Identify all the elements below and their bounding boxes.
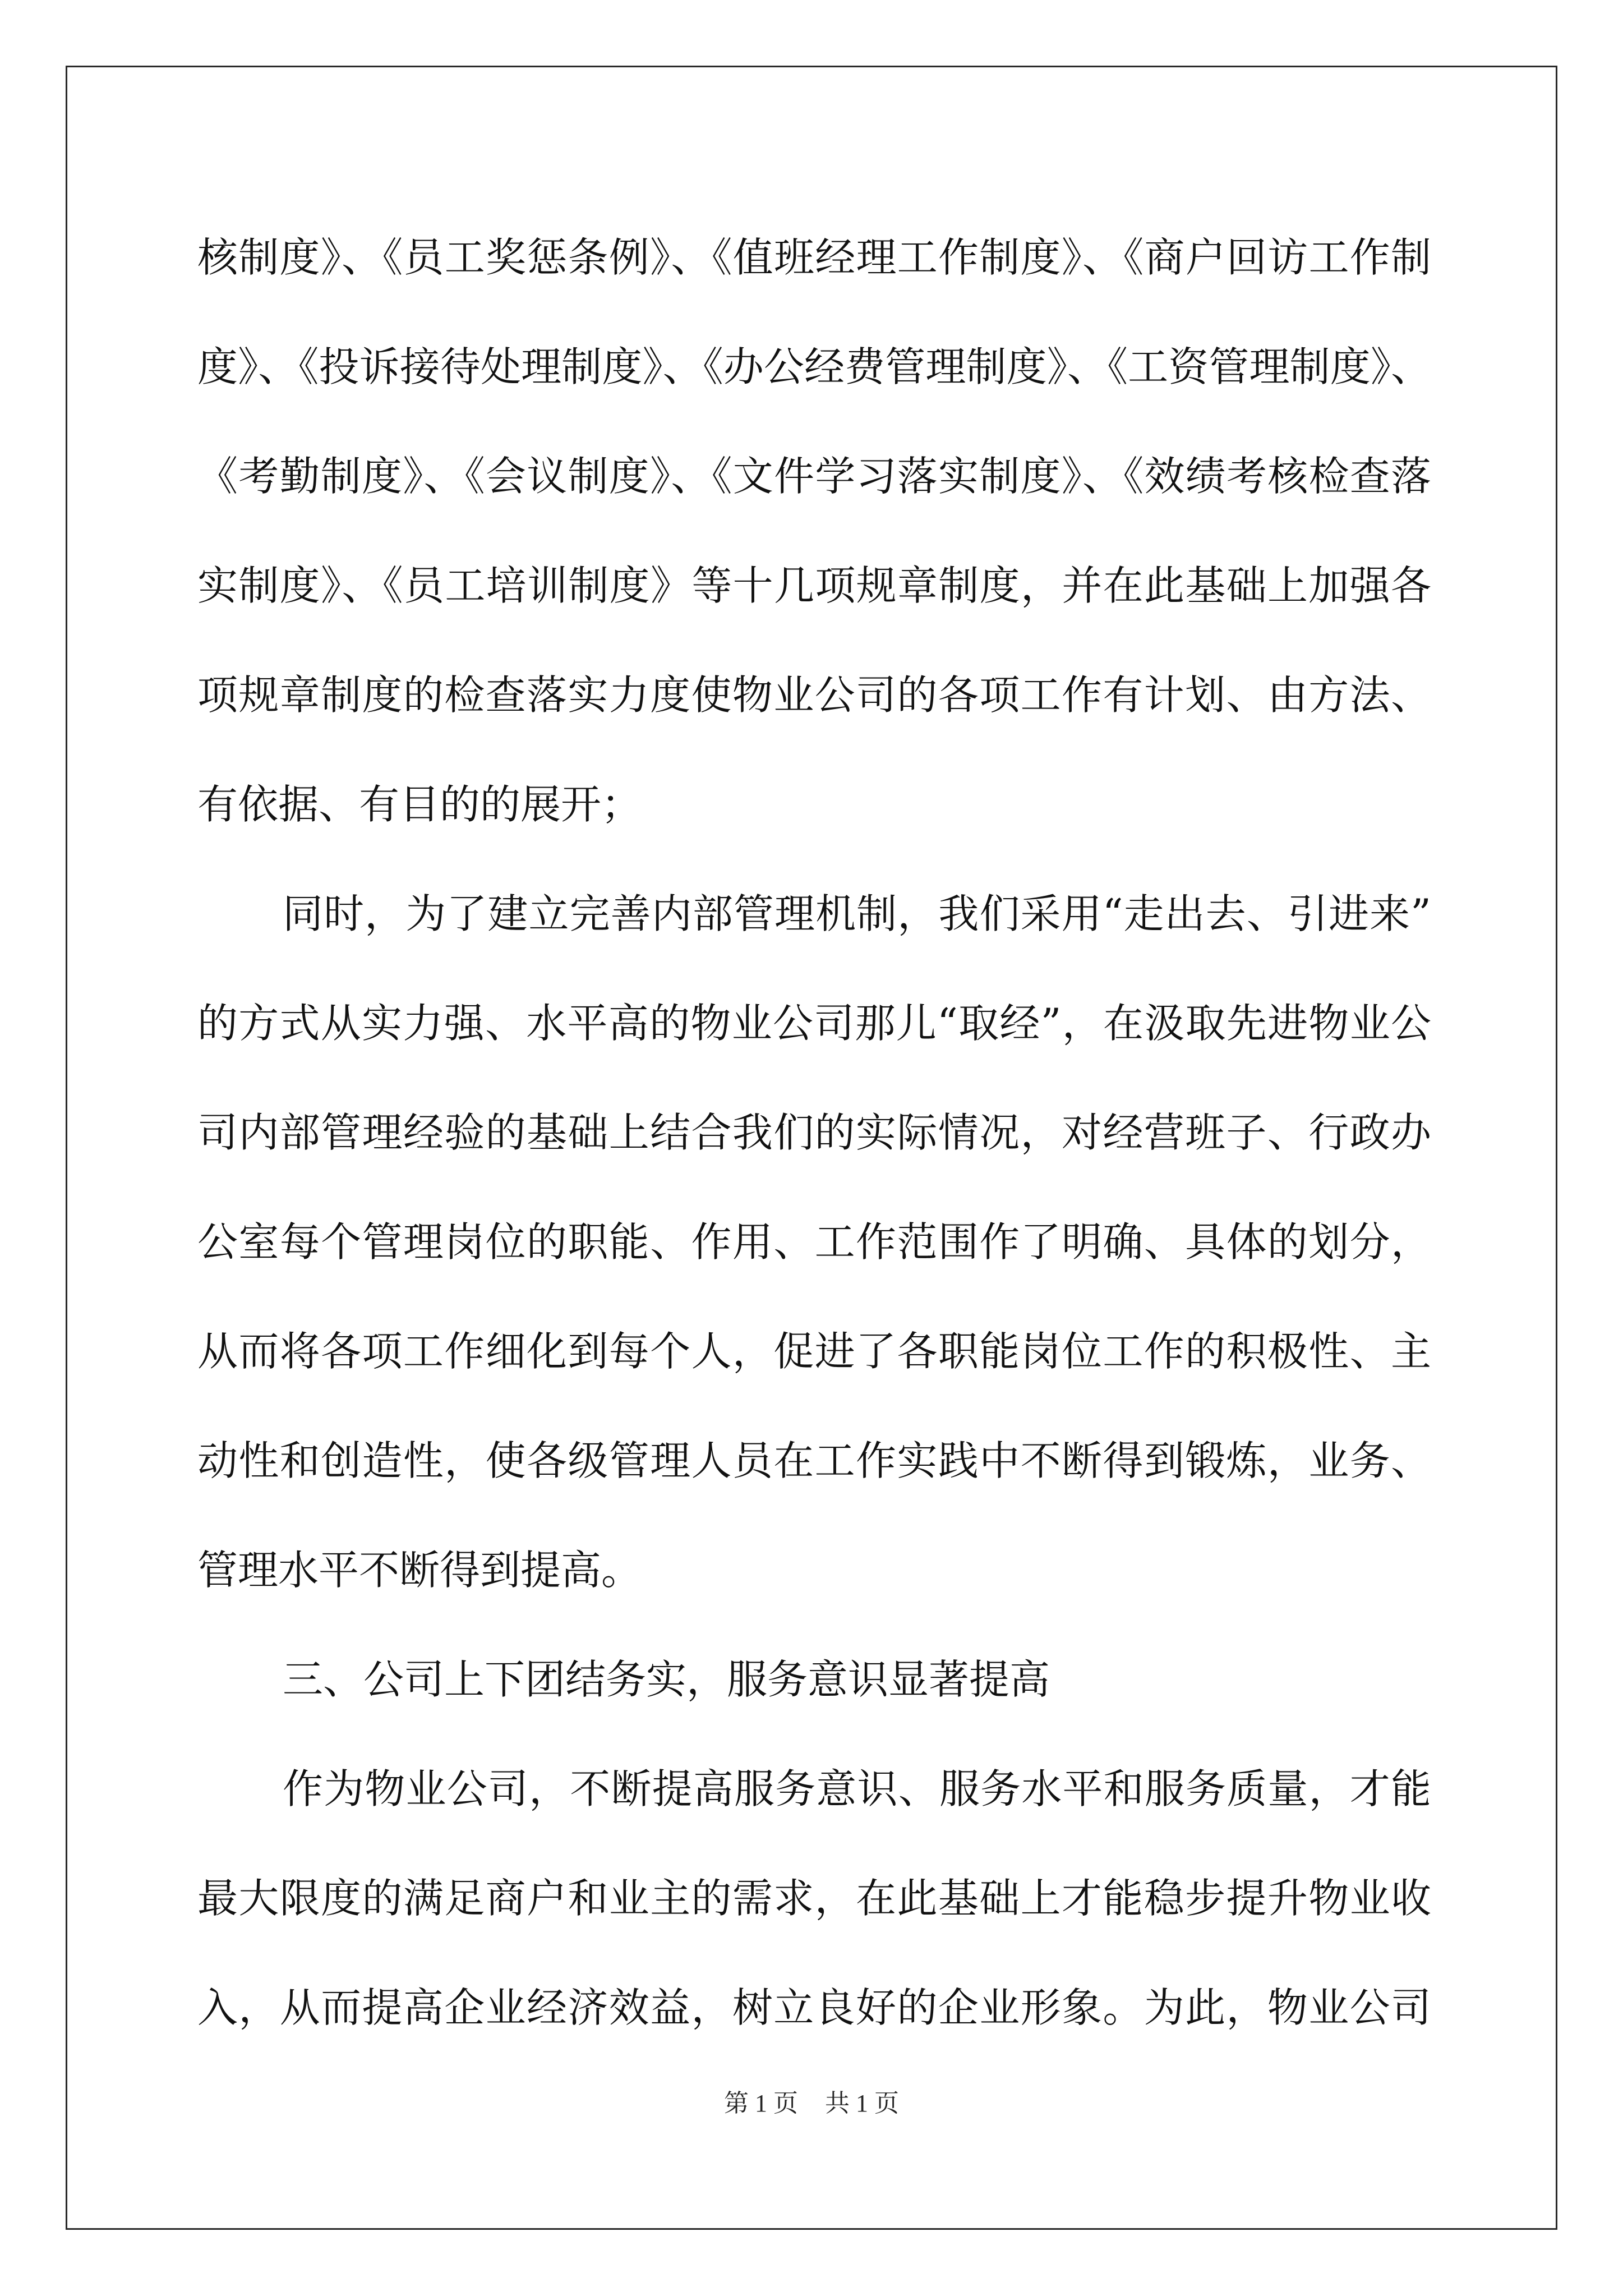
paragraph (197, 1734, 1431, 2063)
text-line: 项规章制度的检查落实力度使物业公司的各项工作有计划、由方法、 (197, 671, 1431, 719)
paragraph (197, 859, 1431, 1625)
text-line: 最大限度的满足商户和业主的需求，在此基础上才能稳步提升物业收 (197, 1875, 1431, 1922)
text-line: 核制度》、《员工奖惩条例》、《值班经理工作制度》、《商户回访工作制 (197, 234, 1431, 281)
page-footer (0, 2087, 1623, 2120)
document-body (197, 203, 1431, 2063)
page-number: 第 1 页 (724, 2090, 798, 2117)
text-line: 动性和创造性，使各级管理人员在工作实践中不断得到锻炼，业务、 (197, 1437, 1431, 1484)
text-line: 同时，为了建立完善内部管理机制，我们采用“走出去、引进来” (283, 890, 1431, 937)
text-line: 有依据、有目的的展开； (197, 781, 642, 828)
text-line: 的方式从实力强、水平高的物业公司那儿“取经”，在汲取先进物业公 (197, 1000, 1431, 1047)
text-line: 作为物业公司，不断提高服务意识、服务水平和服务质量，才能 (283, 1765, 1431, 1812)
text-line: 司内部管理经验的基础上结合我们的实际情况，对经营班子、行政办 (197, 1109, 1431, 1156)
text-line: 实制度》、《员工培训制度》等十几项规章制度，并在此基础上加强各 (197, 562, 1431, 609)
paragraph (197, 203, 1431, 859)
text-line: 管理水平不断得到提高。 (197, 1547, 642, 1594)
text-line: 从而将各项工作细化到每个人，促进了各职能岗位工作的积极性、主 (197, 1328, 1431, 1375)
text-line: 公室每个管理岗位的职能、作用、工作范围作了明确、具体的划分， (197, 1218, 1431, 1266)
text-line: 三、公司上下团结务实，服务意识显著提高 (283, 1656, 1050, 1703)
section-heading (197, 1625, 1431, 1734)
text-line: 度》、《投诉接待处理制度》、《办公经费管理制度》、《工资管理制度》、 (197, 343, 1431, 390)
page-total: 共 1 页 (825, 2090, 899, 2117)
text-line: 《考勤制度》、《会议制度》、《文件学习落实制度》、《效绩考核检查落 (197, 453, 1431, 500)
text-line: 入，从而提高企业经济效益，树立良好的企业形象。为此，物业公司 (197, 1984, 1431, 2031)
